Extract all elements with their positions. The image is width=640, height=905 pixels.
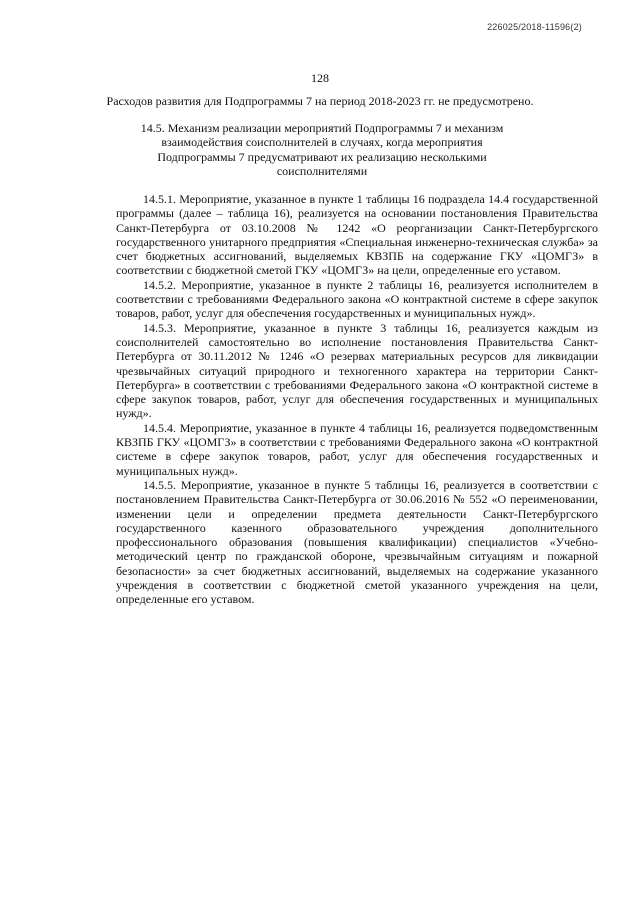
paragraph-14-5-1: 14.5.1. Мероприятие, указанное в пункте 1 таблицы 16 подраздела 14.4 государственной программы (далее – таблица 16), реализуется на основании постановления Правительства Санкт-Петербурга от 03.10.2008 № 1242 «О реорганизации Санкт-Петербургского государственного унитарного предприятия «Специальная инженерно-техническая служба» за счет бюджетных ассигнований, выделяемых КВЗПБ на содержание ГКУ «ЦОМГЗ» в соответствии с бюджетной сметой ГКУ «ЦОМГЗ» на цели, определенные его уставом. — [116, 192, 598, 278]
section-title: 14.5. Механизм реализации мероприятий Подпрограммы 7 и механизм взаимодействия соисполнителей в случаях, когда мероприятия Подпрограммы 7 предусматривают их реализацию несколькими соисполнителями — [140, 121, 504, 178]
paragraph-14-5-4: 14.5.4. Мероприятие, указанное в пункте 4 таблицы 16, реализуется подведомственным КВЗПБ ГКУ «ЦОМГЗ» в соответствии с требованиями Федерального закона «О контрактной системе в сфере закупок товаров, работ, услуг для обеспечения государственных и муниципальных нужд». — [116, 420, 598, 478]
page-number: 128 — [311, 71, 329, 85]
paragraph-14-5-2: 14.5.2. Мероприятие, указанное в пункте 2 таблицы 16, реализуется исполнителем в соответствии с требованиями Федерального закона «О контрактной системе в сфере закупок товаров, работ, услуг для обеспечения государственных и муниципальных нужд». — [116, 277, 598, 321]
document-body — [116, 192, 598, 607]
document-id: 226025/2018-11596(2) — [487, 22, 582, 32]
intro-text: Расходов развития для Подпрограммы 7 на период 2018-2023 гг. не предусмотрено. — [106, 94, 534, 108]
paragraph-14-5-3: 14.5.3. Мероприятие, указанное в пункте 3 таблицы 16, реализуется каждым из соисполнителей самостоятельно во исполнение постановления Правительства Санкт-Петербурга от 30.11.2012 № 1246 «О резервах материальных ресурсов для ликвидации чрезвычайных ситуаций природного и техногенного характера на территории Санкт-Петербурга» в соответствии с требованиями Федерального закона «О контрактной системе в сфере закупок товаров, работ, услуг для обеспечения государственных и муниципальных нужд». — [116, 320, 598, 421]
paragraph-14-5-5: 14.5.5. Мероприятие, указанное в пункте 5 таблицы 16, реализуется в соответствии с постановлением Правительства Санкт-Петербурга от 30.06.2016 № 552 «О переименовании, изменении цели и определении предмета деятельности Санкт-Петербургского государственного казенного образовательного учреждения дополнительного профессионального образования (повышения квалификации) специалистов «Учебно-методический центр по гражданской обороне, чрезвычайным ситуациям и пожарной безопасности» за счет бюджетных ассигнований, выделяемых на содержание указанного учреждения в соответствии с бюджетной сметой указанного учреждения на цели, определенные его уставом. — [116, 477, 598, 607]
